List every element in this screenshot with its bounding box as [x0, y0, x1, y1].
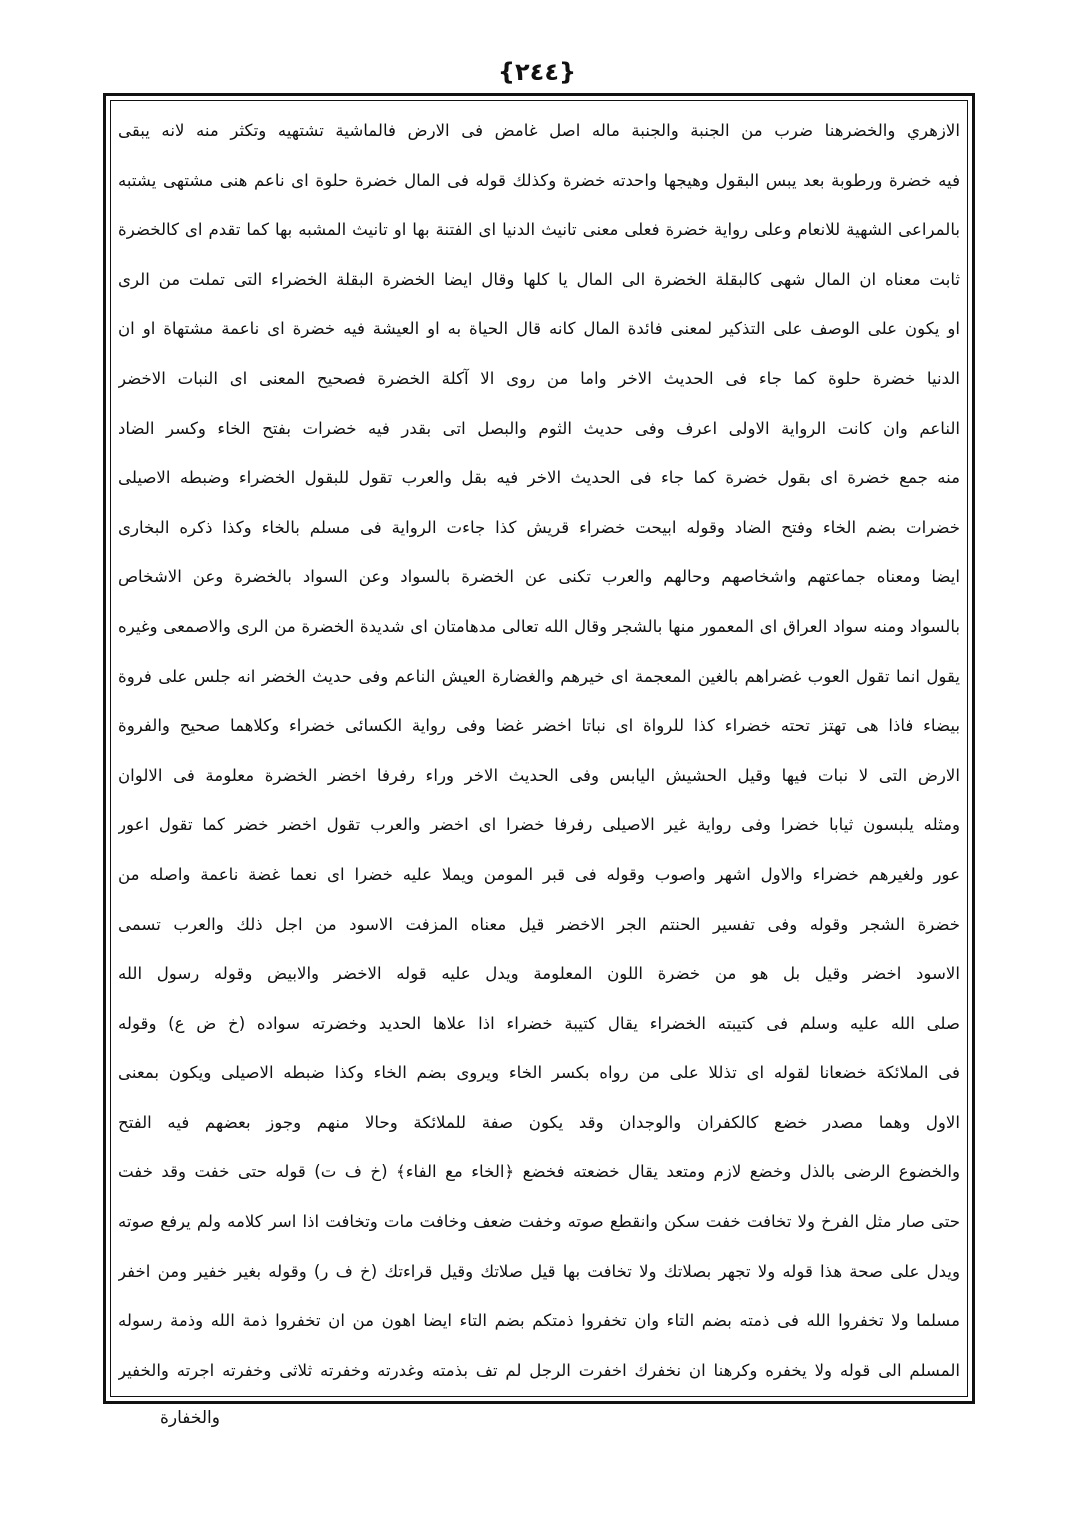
text-line: الناعم وان كانت الرواية الاولى اعرف وفى حديث الثوم والبصل اتى بقدر فيه خضرات بفتح الخاء وكسر الضاد — [118, 418, 960, 438]
text-line: المسلم الى قوله ولا يخفره وكرهنا ان نخفرك اخفرت الرجل لم تف بذمته وغدرته وخفرته ثلاثى وخفرته اجرته والخفير — [118, 1360, 960, 1380]
text-line: الاول وهما مصدر خضع كالكفران والوجدان وقد يكون صفة للملائكة وحالا منهم وجوز بعضهم فيه الفتح — [118, 1112, 960, 1132]
page-number: {٢٤٤} — [497, 58, 577, 86]
text-body — [118, 111, 960, 1400]
text-line: فى الملائكة خضعانا لقوله اى تذللا على من رواه بكسر الخاء ويروى بضم الخاء وكذا ضبطه الاصيلى ويكون بمعنى — [118, 1063, 960, 1083]
text-line: بيضاء فاذا هى تهتز تحته خضراء كذا للرواة اى نباتا اخضر غضا وفى رواية الكسائى خضراء وكلاهما صحيح والفروة — [118, 716, 960, 736]
catchword: والخفارة — [160, 1408, 220, 1428]
text-line: ومثله يلبسون ثيابا خضرا وفى رواية غير الاصيلى رفرفا خضرا اى اخضر والعرب تقول اخضر خضر كما تقول اعور — [118, 815, 960, 835]
text-line: منه جمع خضرة اى بقول خضرة كما جاء فى الحديث الاخر فيه بقل والعرب تقول للبقول الخضراء وضبطه الاصيلى — [118, 468, 960, 488]
text-line: صلى الله عليه وسلم فى كتيبته الخضراء يقال كتيبة خضراء اذا علاها الحديد وخضرته سواده (خ ض ع) وقوله — [118, 1013, 960, 1033]
text-line: الازهري والخضرهنا ضرب من الجنبة والجنبة ماله اصل غامض فى الارض فالماشية تشتهيه وتكثر منه لانه يبقى — [118, 121, 960, 140]
text-line: الاسود اخضر وقيل بل هو من خضرة اللون المعلومة ويدل عليه قوله الاخضر والابيض وقوله رسول الله — [118, 964, 960, 984]
text-line: حتى صار مثل الفرخ ولا تخافت خفت سكن وانقطع صوته وخفت ضعف وخافت مات وتخافت اذا اسر كلامه ولم يرفع صوته — [118, 1212, 960, 1232]
text-line: الارض التى لا نبات فيها وقيل الحشيش اليابس وفى الحديث الاخر وراء رفرفا اخضر الخضرة معلومة فى الالوان — [118, 765, 960, 785]
text-line: فيه خضرة ورطوبة بعد يبس البقول وهيجها واحدته خضرة وكذلك قوله فى المال خضرة حلوة اى ناعم هنى مشتهى يشتبه — [118, 170, 960, 190]
text-line: خضرة الشجر وقوله وفى تفسير الحنتم الجر الاخضر قيل معناه المزفت الاسود من اجل ذلك والعرب تسمى — [118, 914, 960, 934]
text-line: خضرات بضم الخاء وفتح الضاد وقوله ابيحت خضراء قريش كذا جاءت الرواية فى مسلم بالخاء وكذا ذكره البخارى — [118, 517, 960, 537]
text-line: ايضا ومعناه جماعتهم واشخاصهم وحالهم والعرب تكنى عن الخضرة بالسواد وعن السواد بالخضرة وعن الاشخاص — [118, 567, 960, 587]
text-line: او يكون على الوصف على التذكير لمعنى فائدة المال كانه قال الحياة به او العيشة فيه خضرة اى ناعمة مشتهاة او ان — [118, 319, 960, 339]
text-line: يقول انما تقول العوب غضراهم بالغين المعجمة اى خيرهم والغضارة العيش الناعم وفى حديث الخضر انه جلس على فروة — [118, 666, 960, 686]
text-line: بالسواد ومنه سواد العراق اى المعمور منها بالشجر وقال الله تعالى مدهامتان اى شديدة الخضرة من الرى والاصمعى وغيره — [118, 616, 960, 636]
text-line: مسلما ولا تخفروا الله فى ذمته بضم التاء وان تخفروا ذمتكم بضم التاء ايضا اهون من ان تخفروا ذمة الله وذمة رسوله — [118, 1311, 960, 1331]
text-line: الدنيا خضرة حلوة كما جاء فى الحديث الاخر واما من روى الا آكلة الخضرة فصحيح المعنى اى النبات الاخضر — [118, 368, 960, 388]
text-frame — [103, 93, 975, 1404]
text-line: عور ولغيرهم خضراء والاول اشهر واصوب وقوله فى قبر المومن ويملا عليه خضرا اى نعما غضة ناعمة واصله من — [118, 864, 960, 884]
text-line: ويدل على صحة هذا قوله ولا تجهر بصلاتك ولا تخافت بها قيل صلاتك وقيل قراءتك (خ ف ر) وقوله بغير خفير ومن اخفر — [118, 1261, 960, 1281]
text-line: بالمراعى الشهية للانعام وعلى رواية خضرة فعلى معنى تانيث الدنيا اى الفتنة بها او تانيث المشبه بها كما تقدم اى كالخضرة — [118, 220, 960, 240]
text-line: ثابت معناه ان المال شهى كالبقلة الخضرة الى المال يا كلها وقال ايضا الخضرة البقلة الخضراء التى تملت من الرى — [118, 269, 960, 289]
text-line: والخضوع الرضى بالذل وخضع لازم ومتعد يقال خضعته فخضع ﴿الخاء مع الفاء﴾ (خ ف ت) قوله حتى خفت وقد خفت — [118, 1162, 960, 1182]
